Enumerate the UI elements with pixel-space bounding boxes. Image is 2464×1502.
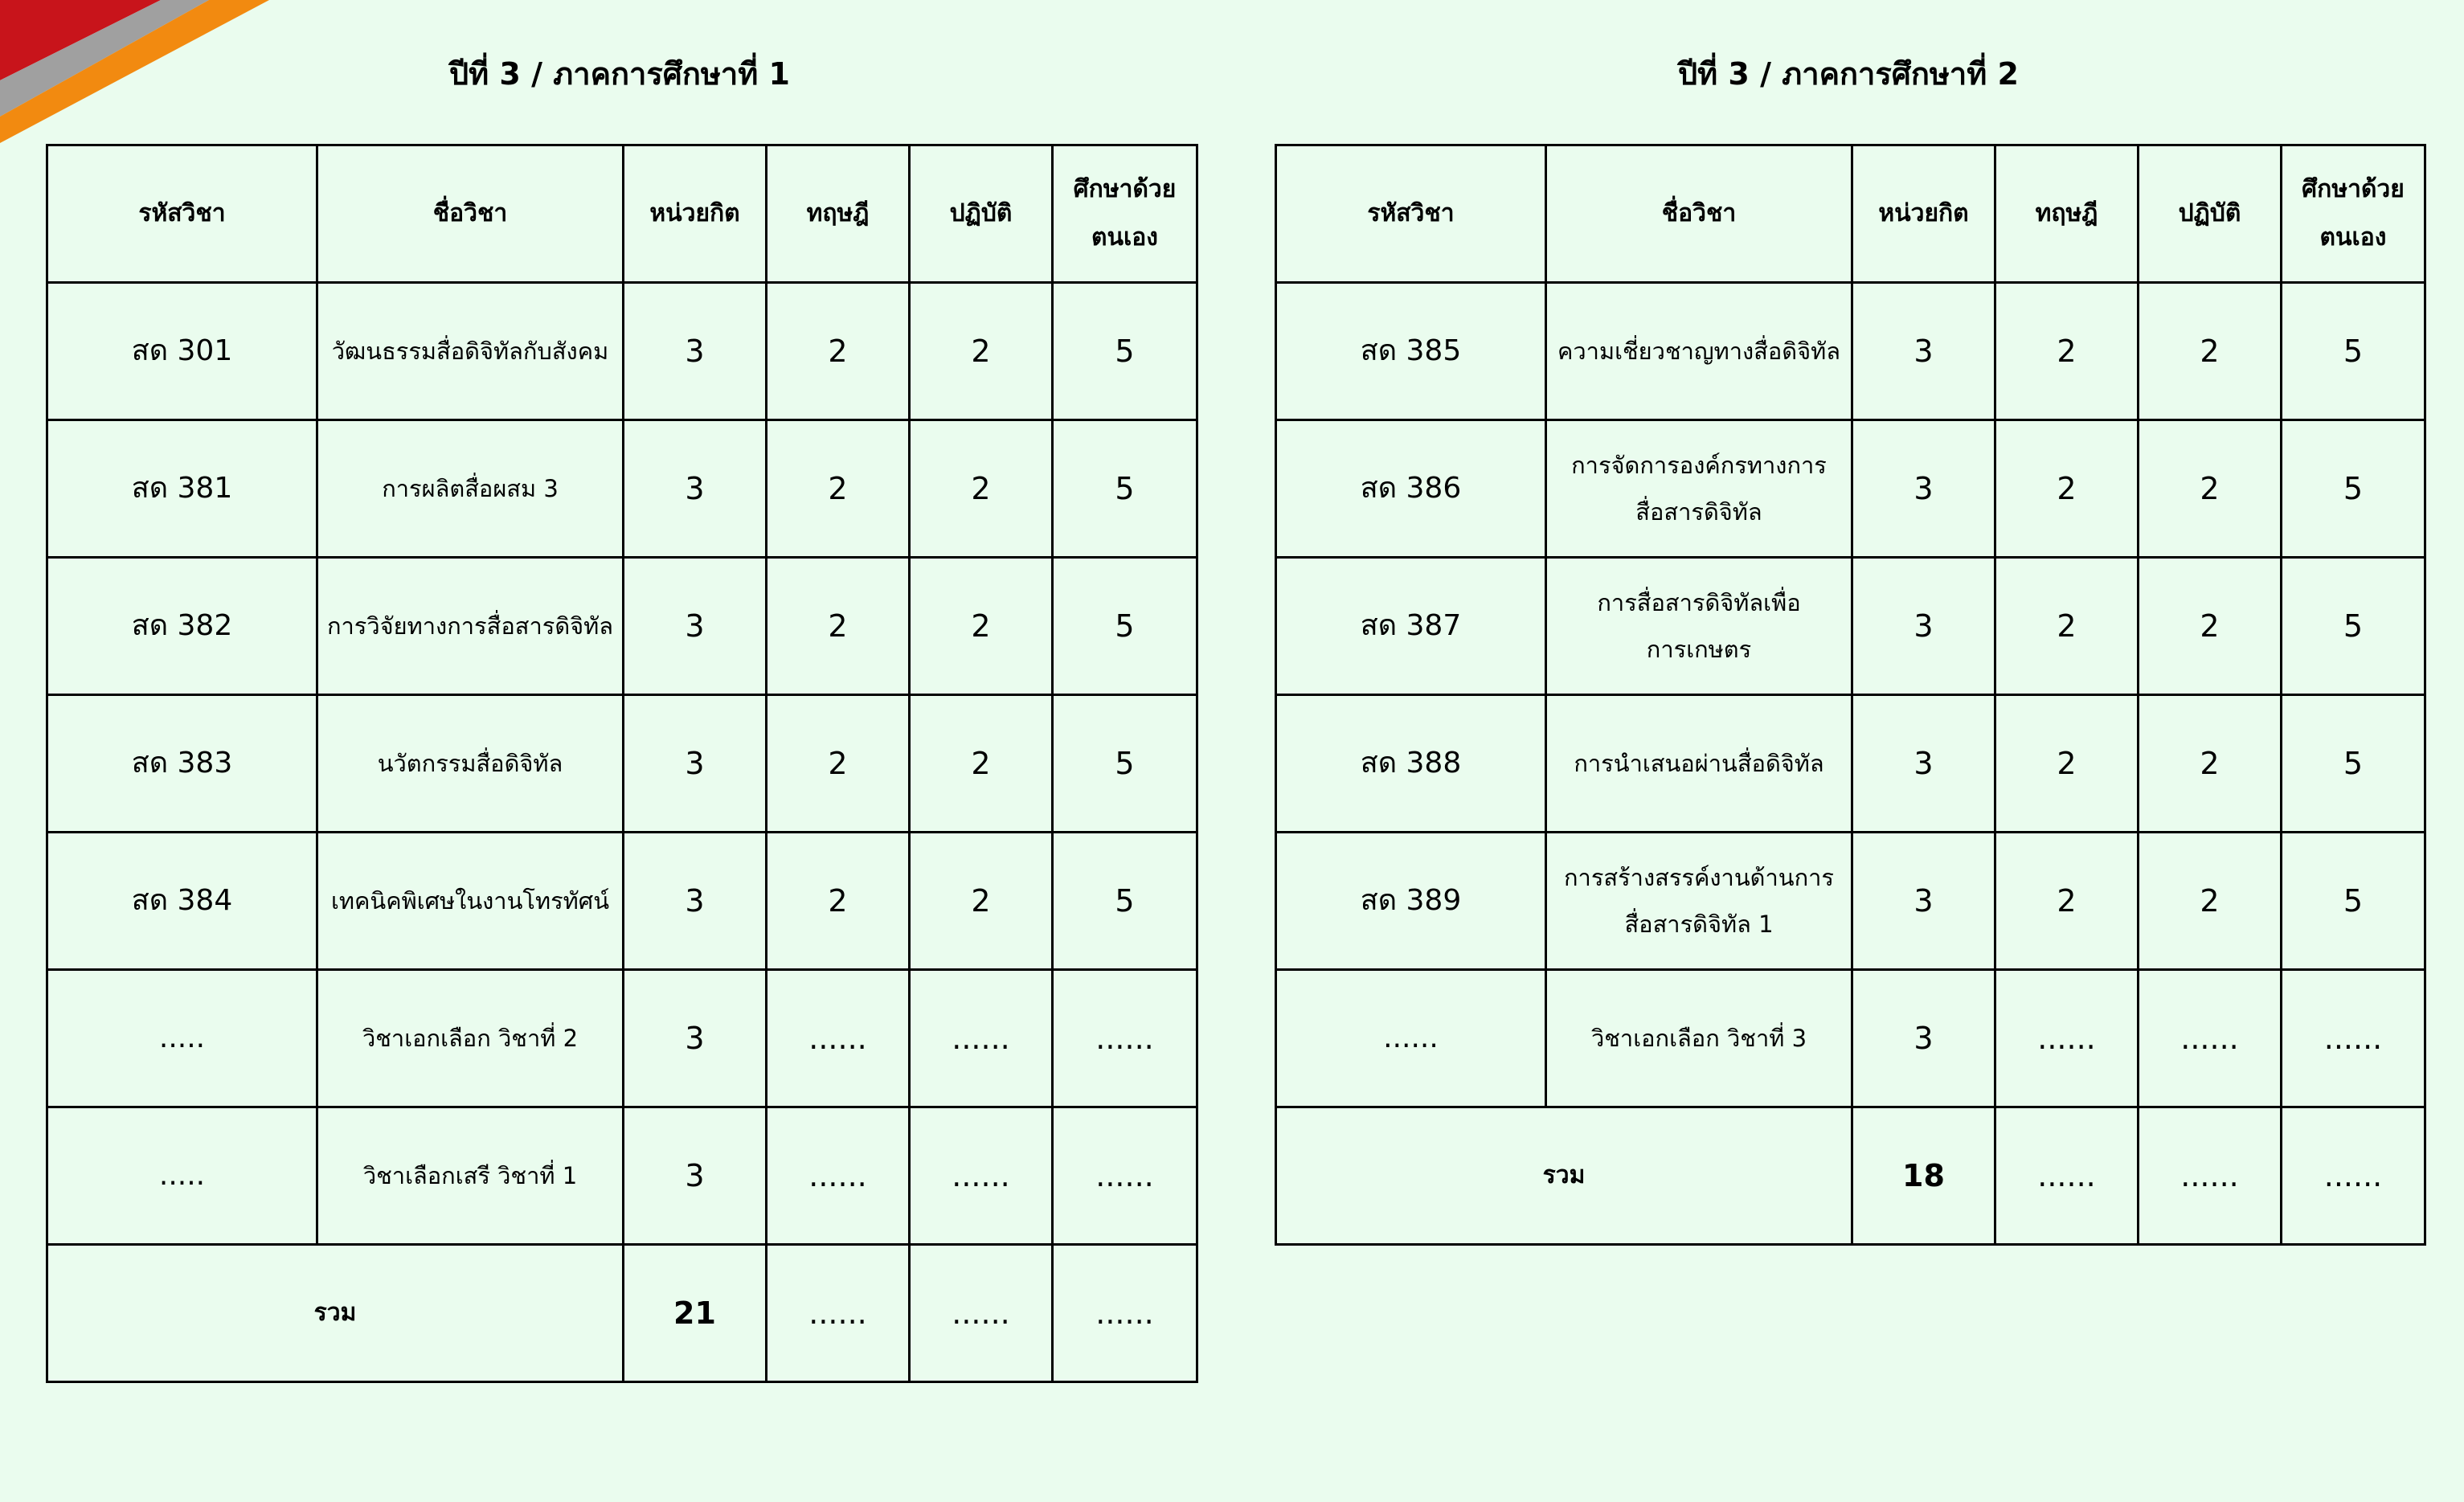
course-code: สด 382: [47, 558, 317, 695]
total-label: รวม: [1276, 1107, 1852, 1245]
course-theory: ......: [1995, 970, 2139, 1107]
course-name: วิชาเอกเลือก วิชาที่ 2: [317, 970, 624, 1107]
semester1-title: ปีที่ 3 / ภาคการศึกษาที่ 1: [449, 56, 790, 92]
course-code: สด 384: [47, 833, 317, 970]
total-theory: ......: [767, 1245, 910, 1382]
header-self-study: [2282, 145, 2425, 283]
course-name: การสื่อสารดิจิทัลเพื่อการเกษตร: [1546, 558, 1852, 695]
course-practice: ......: [910, 1107, 1053, 1245]
course-code: สด 301: [47, 283, 317, 420]
course-credits: 3: [624, 970, 767, 1107]
course-name: การผลิตสื่อผสม 3: [317, 420, 624, 558]
total-practice: ......: [910, 1245, 1053, 1382]
course-self-study: 5: [1053, 833, 1197, 970]
semester2-title: ปีที่ 3 / ภาคการศึกษาที่ 2: [1678, 56, 2019, 92]
course-self-study: 5: [1053, 695, 1197, 833]
course-credits: 3: [1852, 420, 1995, 558]
course-code: สด 386: [1276, 420, 1546, 558]
course-practice: ......: [2139, 970, 2282, 1107]
course-self-study: 5: [2282, 695, 2425, 833]
header-self-study-line2: ตนเอง: [2319, 223, 2387, 252]
header-self-study: [1053, 145, 1197, 283]
course-credits: 3: [1852, 283, 1995, 420]
course-code: สด 388: [1276, 695, 1546, 833]
course-credits: 3: [624, 1107, 767, 1245]
course-theory: 2: [1995, 283, 2139, 420]
course-name: ความเชี่ยวชาญทางสื่อดิจิทัล: [1546, 283, 1852, 420]
course-practice: 2: [910, 695, 1053, 833]
course-row: [1276, 970, 2425, 1107]
header-code: รหัสวิชา: [1276, 145, 1546, 283]
course-name: การนำเสนอผ่านสื่อดิจิทัล: [1546, 695, 1852, 833]
course-self-study: 5: [1053, 558, 1197, 695]
course-row: [47, 558, 1197, 695]
total-credits: 18: [1852, 1107, 1995, 1245]
course-self-study: ......: [2282, 970, 2425, 1107]
course-theory: 2: [1995, 833, 2139, 970]
course-self-study: 5: [2282, 420, 2425, 558]
course-code: .....: [47, 1107, 317, 1245]
total-self-study: ......: [1053, 1245, 1197, 1382]
course-row: [1276, 558, 2425, 695]
course-practice: 2: [2139, 558, 2282, 695]
course-credits: 3: [624, 833, 767, 970]
course-practice: 2: [910, 833, 1053, 970]
header-code: รหัสวิชา: [47, 145, 317, 283]
header-name: ชื่อวิชา: [317, 145, 624, 283]
course-code: สด 387: [1276, 558, 1546, 695]
course-credits: 3: [1852, 833, 1995, 970]
course-self-study: ......: [1053, 970, 1197, 1107]
course-practice: 2: [910, 558, 1053, 695]
header-self-study-line1: ศึกษาด้วย: [2302, 175, 2405, 203]
course-credits: 3: [1852, 558, 1995, 695]
course-code: .....: [47, 970, 317, 1107]
course-name: วัฒนธรรมสื่อดิจิทัลกับสังคม: [317, 283, 624, 420]
course-name: วิชาเอกเลือก วิชาที่ 3: [1546, 970, 1852, 1107]
course-code: สด 381: [47, 420, 317, 558]
course-self-study: 5: [2282, 833, 2425, 970]
course-credits: 3: [624, 695, 767, 833]
course-credits: 3: [624, 558, 767, 695]
course-row: [1276, 695, 2425, 833]
course-code: สด 383: [47, 695, 317, 833]
course-self-study: 5: [2282, 283, 2425, 420]
header-self-study-line1: ศึกษาด้วย: [1073, 175, 1177, 203]
total-label: รวม: [47, 1245, 624, 1382]
course-practice: 2: [910, 420, 1053, 558]
total-row: [47, 1245, 1197, 1382]
semester2-table: [1275, 144, 2426, 1246]
course-code: ......: [1276, 970, 1546, 1107]
header-theory: ทฤษฎี: [1995, 145, 2139, 283]
course-name: วิชาเลือกเสรี วิชาที่ 1: [317, 1107, 624, 1245]
course-name: การวิจัยทางการสื่อสารดิจิทัล: [317, 558, 624, 695]
course-theory: 2: [1995, 558, 2139, 695]
course-row: [47, 420, 1197, 558]
course-theory: 2: [767, 558, 910, 695]
course-code: สด 389: [1276, 833, 1546, 970]
course-row: [47, 833, 1197, 970]
course-theory: 2: [1995, 420, 2139, 558]
course-credits: 3: [624, 283, 767, 420]
course-row: [1276, 283, 2425, 420]
course-self-study: 5: [2282, 558, 2425, 695]
course-theory: 2: [767, 695, 910, 833]
course-row: [1276, 420, 2425, 558]
course-practice: 2: [2139, 420, 2282, 558]
total-practice: ......: [2139, 1107, 2282, 1245]
total-theory: ......: [1995, 1107, 2139, 1245]
course-row: [47, 695, 1197, 833]
header-name: ชื่อวิชา: [1546, 145, 1852, 283]
header-row: [1276, 145, 2425, 283]
course-row: [47, 283, 1197, 420]
course-name: นวัตกรรมสื่อดิจิทัล: [317, 695, 624, 833]
course-theory: 2: [767, 420, 910, 558]
total-credits: 21: [624, 1245, 767, 1382]
course-theory: ......: [767, 970, 910, 1107]
semester1-table: [46, 144, 1198, 1383]
course-name: การสร้างสรรค์งานด้านการสื่อสารดิจิทัล 1: [1546, 833, 1852, 970]
course-practice: 2: [2139, 283, 2282, 420]
course-practice: 2: [2139, 695, 2282, 833]
course-practice: 2: [910, 283, 1053, 420]
course-name: เทคนิคพิเศษในงานโทรทัศน์: [317, 833, 624, 970]
course-theory: 2: [767, 833, 910, 970]
course-row: [1276, 833, 2425, 970]
header-practice: ปฏิบัติ: [2139, 145, 2282, 283]
total-row: [1276, 1107, 2425, 1245]
course-row: [47, 970, 1197, 1107]
course-self-study: ......: [1053, 1107, 1197, 1245]
header-theory: ทฤษฎี: [767, 145, 910, 283]
course-code: สด 385: [1276, 283, 1546, 420]
header-self-study-line2: ตนเอง: [1091, 223, 1158, 252]
header-credits: หน่วยกิต: [624, 145, 767, 283]
course-self-study: 5: [1053, 420, 1197, 558]
course-credits: 3: [1852, 695, 1995, 833]
course-credits: 3: [624, 420, 767, 558]
course-theory: 2: [767, 283, 910, 420]
course-credits: 3: [1852, 970, 1995, 1107]
header-row: [47, 145, 1197, 283]
course-row: [47, 1107, 1197, 1245]
course-theory: 2: [1995, 695, 2139, 833]
course-name: การจัดการองค์กรทางการสื่อสารดิจิทัล: [1546, 420, 1852, 558]
course-self-study: 5: [1053, 283, 1197, 420]
header-credits: หน่วยกิต: [1852, 145, 1995, 283]
total-self-study: ......: [2282, 1107, 2425, 1245]
header-practice: ปฏิบัติ: [910, 145, 1053, 283]
course-practice: 2: [2139, 833, 2282, 970]
course-practice: ......: [910, 970, 1053, 1107]
course-theory: ......: [767, 1107, 910, 1245]
